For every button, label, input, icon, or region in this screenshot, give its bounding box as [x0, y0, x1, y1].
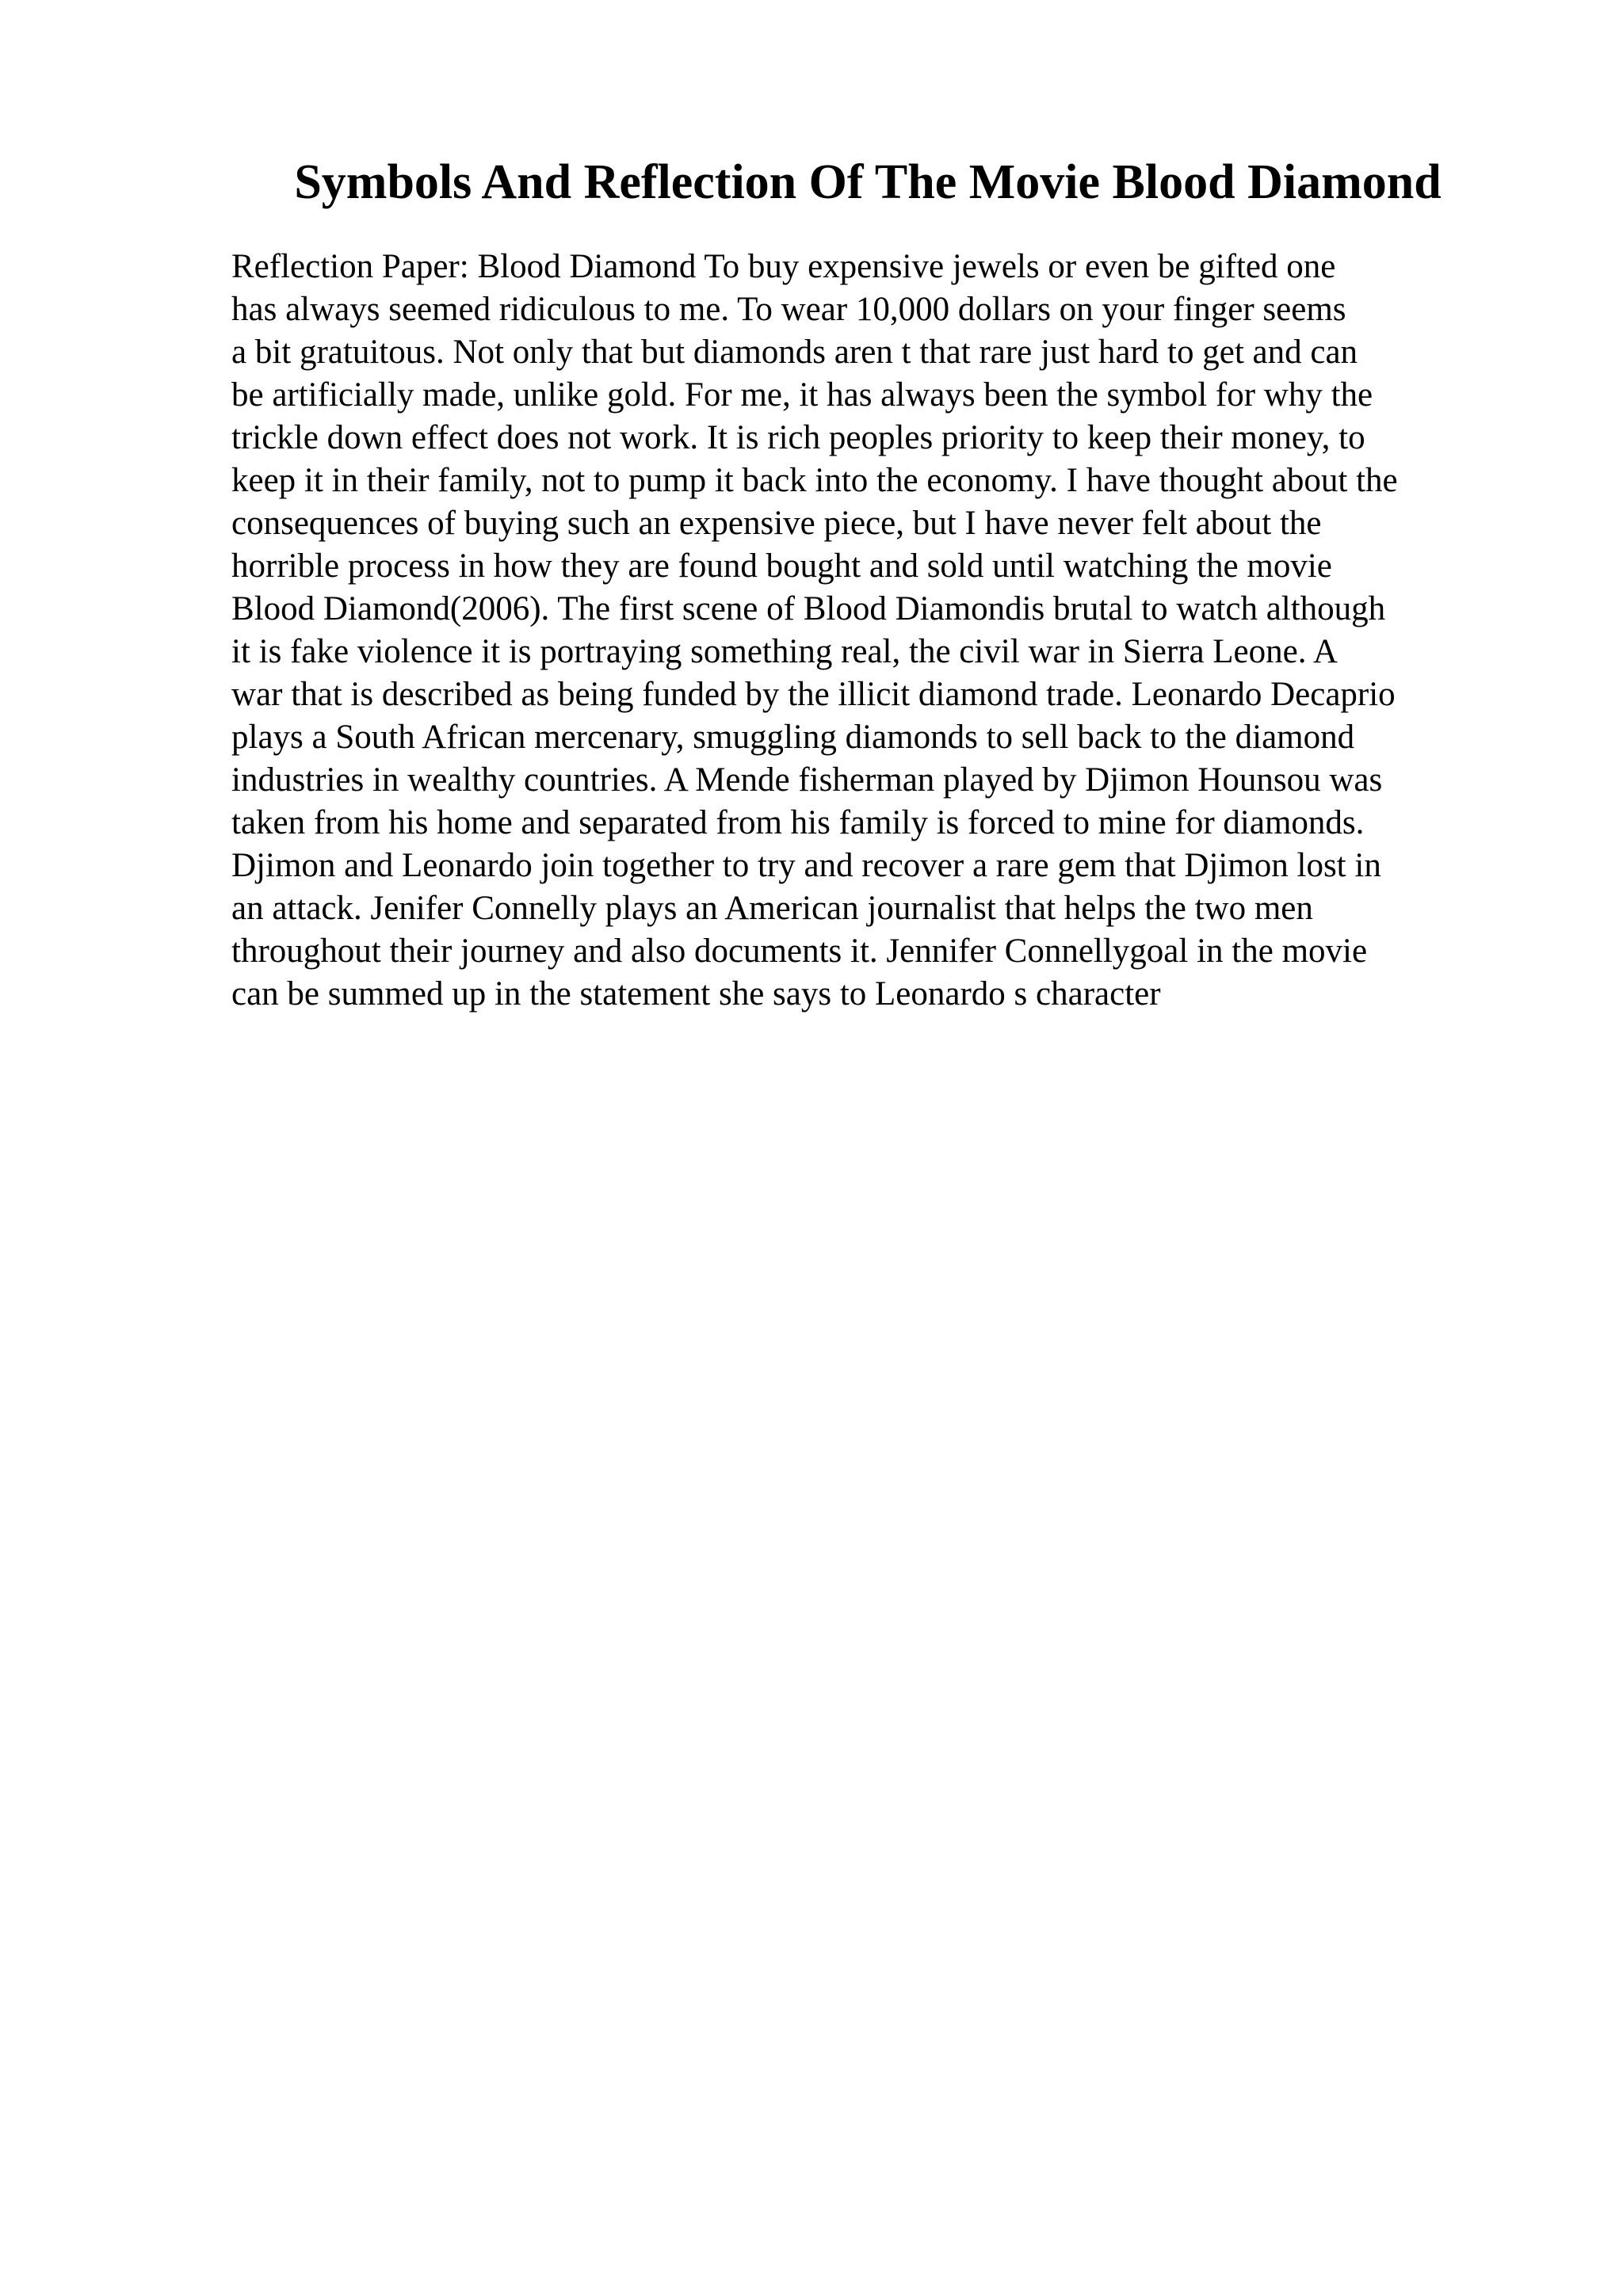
body-line: consequences of buying such an expensive piece, but I have never felt about the: [231, 505, 1322, 542]
body-line: industries in wealthy countries. A Mende fisherman played by Djimon Hounsou was: [231, 761, 1383, 799]
body-line: an attack. Jenifer Connelly plays an American journalist that helps the two men: [231, 890, 1313, 927]
body-line: has always seemed ridiculous to me. To wear 10,000 dollars on your finger seems: [231, 291, 1346, 328]
body-line: taken from his home and separated from his family is forced to mine for diamonds.: [231, 804, 1365, 841]
body-line: Blood Diamond(2006). The first scene of Blood Diamondis brutal to watch although: [231, 590, 1386, 627]
body-line: trickle down effect does not work. It is rich peoples priority to keep their money, to: [231, 419, 1365, 456]
body-line: Reflection Paper: Blood Diamond To buy expensive jewels or even be gifted one: [231, 248, 1336, 285]
body-line: horrible process in how they are found bought and sold until watching the movie: [231, 547, 1332, 585]
body-line: keep it in their family, not to pump it back into the economy. I have thought about the: [231, 462, 1398, 499]
document-body: [231, 246, 1594, 1016]
document-title: Symbols And Reflection Of The Movie Blood Diamond: [294, 155, 1442, 209]
body-line: a bit gratuitous. Not only that but diamonds aren t that rare just hard to get and can: [231, 334, 1358, 371]
body-line: Djimon and Leonardo join together to try and recover a rare gem that Djimon lost in: [231, 847, 1381, 884]
body-line: plays a South African mercenary, smuggling diamonds to sell back to the diamond: [231, 719, 1355, 756]
body-line: it is fake violence it is portraying something real, the civil war in Sierra Leone. A: [231, 633, 1338, 670]
body-line: war that is described as being funded by the illicit diamond trade. Leonardo Decaprio: [231, 676, 1396, 713]
body-line: throughout their journey and also documents it. Jennifer Connellygoal in the movie: [231, 933, 1368, 970]
body-line: can be summed up in the statement she says to Leonardo s character: [231, 975, 1161, 1013]
body-line: be artificially made, unlike gold. For me, it has always been the symbol for why the: [231, 376, 1373, 414]
